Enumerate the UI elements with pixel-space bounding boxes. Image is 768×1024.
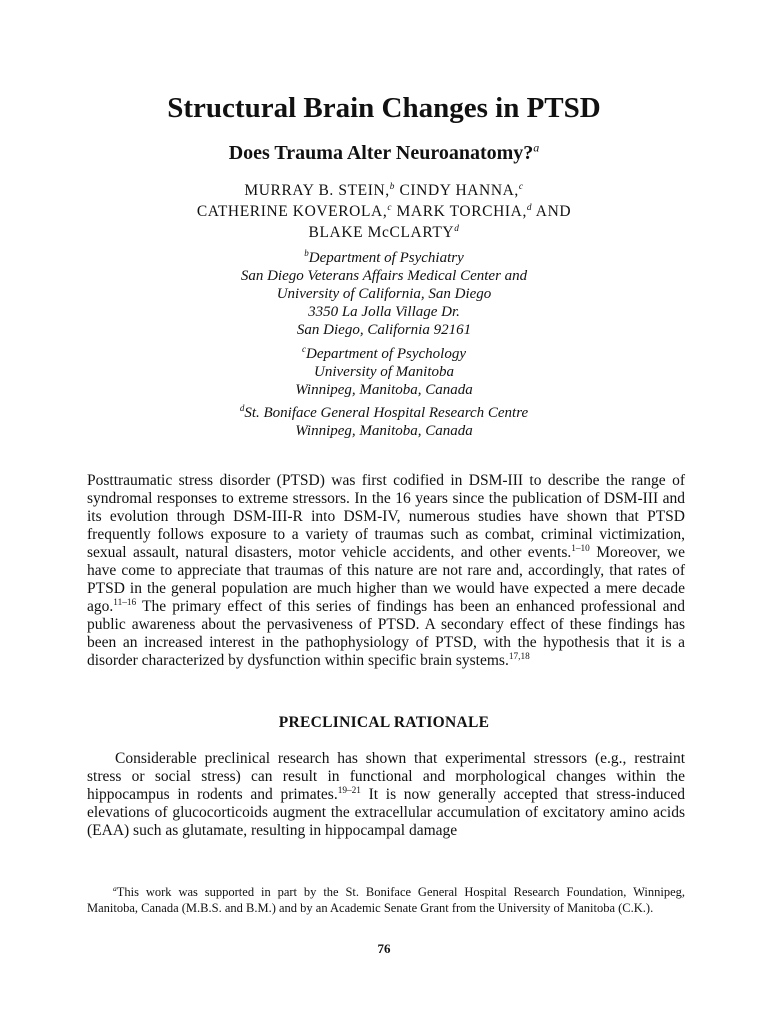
section-heading: PRECLINICAL RATIONALE: [278, 714, 490, 731]
author-affiliation-mark: b: [389, 181, 395, 192]
preclinical-section: [87, 750, 685, 840]
affiliation-line: Winnipeg, Manitoba, Canada: [295, 382, 473, 398]
affiliation-line: San Diego, California 92161: [296, 322, 472, 338]
affiliation-psychiatry: [0, 249, 768, 339]
author-conjunction: AND: [535, 203, 572, 220]
affiliation-mark: b: [304, 248, 309, 258]
author-affiliation-mark: c: [387, 202, 393, 213]
affiliation-line: University of California, San Diego: [276, 286, 492, 302]
author-list: [0, 180, 768, 243]
subtitle-footnote-mark: a: [533, 140, 540, 155]
author-line-3: [0, 222, 768, 243]
affiliation-line: San Diego Veterans Affairs Medical Center and: [240, 268, 528, 284]
affiliation-mark: d: [239, 403, 245, 413]
citation: 1–10: [571, 543, 590, 554]
subtitle-text: Does Trauma Alter Neuroanatomy?: [228, 142, 534, 164]
intro-paragraph: Posttraumatic stress disorder (PTSD) was first codified in DSM-III to describe the range of syndromal responses to extreme stressors. In the 16 years since the publication of DSM-III and its evolution through DSM-III-R into DSM-IV, numerous studies have shown that PTSD frequently follows exposure to a variety of traumas such as combat, criminal victimization, sexual assault, natural disasters, motor vehicle accidents, and other events.$^{1-10}$ Moreover, we have come to appreciate that traumas of this nature are not rare and, accordingly, that rates of PTSD in the general population are much higher than we would have expected a mere decade ago.$^{11-16}$ The primary effect of this series of findings has been an enhanced professional and public awareness about the pervasiveness of PTSD. A secondary effect of these findings has been an increased interest in the pathophysiology of PTSD, with the hypothesis that it is a disorder characterized by dysfunction within specific brain systems.$^{17,18}$: [87, 472, 685, 669]
footnote: [87, 884, 685, 916]
affiliation-line: Winnipeg, Manitoba, Canada: [295, 423, 473, 439]
affiliation-mark: c: [302, 344, 307, 354]
citation: 19–21: [337, 785, 361, 796]
affiliation-line: $^d$St. Boniface General Hospital Research Centre: [239, 403, 529, 421]
affiliation-line: $^b$Department of Psychiatry: [304, 248, 464, 266]
citation: 11–16: [113, 597, 137, 608]
article-subtitle: [0, 141, 768, 165]
footnote-mark: a: [113, 883, 117, 893]
citation: 17,18: [508, 651, 530, 662]
body-paragraph: Considerable preclinical research has shown that experimental stressors (e.g., restraint stress or social stress) can result in functional and morphological changes within the hippocampus in rodents and primates.$^{19-21}$ It is now generally accepted that stress-induced elevations of glucocorticoids augment the extracellular accumulation of excitatory amino acids (EAA) such as glutamate, resulting in hippocampal damage: [87, 750, 686, 839]
article-title: Structural Brain Changes in PTSD: [167, 92, 601, 124]
affiliation-psychology: [0, 345, 768, 399]
author-name: MURRAY B. STEIN,: [244, 182, 390, 199]
author-affiliation-mark: d: [526, 202, 533, 213]
affiliation-line: University of Manitoba: [314, 364, 454, 380]
affiliation-line: $^c$Department of Psychology: [302, 344, 466, 362]
affiliation-st-boniface: [0, 404, 768, 440]
author-name: CINDY HANNA,: [399, 182, 519, 199]
affiliation-line: 3350 La Jolla Village Dr.: [308, 304, 460, 320]
footnote-text: This work was supported in part by the St. Boniface General Hospital Research Foundation, Winnipeg, Manitoba, Canada (M.B.S. and B.M.) and by an Academic Senate Grant from the University of Manitoba (C.K.).: [87, 885, 685, 915]
page-number: 76: [377, 941, 391, 956]
author-name: MARK TORCHIA,: [396, 203, 527, 220]
intro-section: [87, 472, 685, 670]
author-affiliation-mark: c: [518, 181, 524, 192]
author-line-1: [0, 180, 768, 201]
author-name: CATHERINE KOVEROLA,: [196, 203, 388, 220]
author-line-2: [0, 201, 768, 222]
author-affiliation-mark: d: [454, 223, 460, 234]
author-name: BLAKE McCLARTY: [308, 224, 455, 241]
